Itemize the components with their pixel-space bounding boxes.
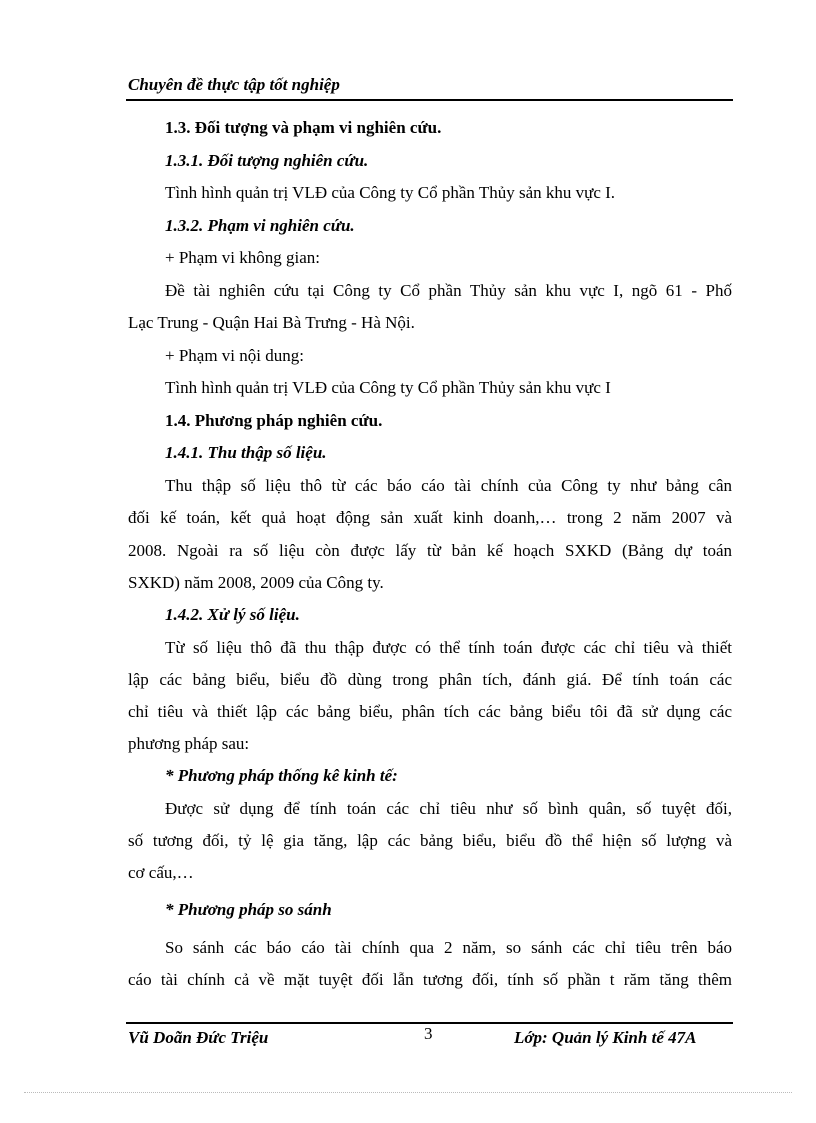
paragraph-line: phương pháp sau: [128,734,250,753]
paragraph-line: Từ số liệu thô đã thu thập được có thể tính toán được các chỉ tiêu và thiết [165,638,732,657]
paragraph-line: 2008. Ngoài ra số liệu còn được lấy từ bản kế hoạch SXKD (Bảng dự toán [128,541,732,560]
footer-class: Lớp: Quản lý Kinh tế 47A [514,1028,697,1047]
paragraph-line: lập các bảng biểu, biểu đồ dùng trong phân tích, đánh giá. Để tính toán các [128,670,732,689]
heading-1-3-1: 1.3.1. Đối tượng nghiên cứu. [165,151,369,170]
paragraph-line: Tình hình quản trị VLĐ của Công ty Cổ phần Thủy sản khu vực I. [165,183,616,202]
paragraph-line: Đề tài nghiên cứu tại Công ty Cổ phần Thủy sản khu vực I, ngõ 61 - Phố [165,281,732,300]
method-comparison-heading: * Phương pháp so sánh [165,900,332,919]
paragraph-line: cơ cấu,… [128,863,194,882]
paragraph-line: + Phạm vi nội dung: [165,346,304,365]
heading-1-3-2: 1.3.2. Phạm vi nghiên cứu. [165,216,355,235]
header-title: Chuyên đề thực tập tốt nghiệp [128,75,340,94]
paragraph-line: + Phạm vi không gian: [165,248,321,267]
heading-1-4-2: 1.4.2. Xử lý số liệu. [165,605,300,624]
heading-1-3: 1.3. Đối tượng và phạm vi nghiên cứu. [165,118,442,137]
paragraph-line: So sánh các báo cáo tài chính qua 2 năm, so sánh các chỉ tiêu trên báo [165,938,732,957]
paragraph-line: số tương đối, tỷ lệ gia tăng, lập các bảng biểu, biểu đồ thể hiện số lượng và [128,831,732,850]
method-statistics-heading: * Phương pháp thống kê kinh tế: [165,766,398,785]
paragraph-line: Tình hình quản trị VLĐ của Công ty Cổ phần Thủy sản khu vực I [165,378,611,397]
paragraph-line: Thu thập số liệu thô từ các báo cáo tài chính của Công ty như bảng cân [165,476,732,495]
heading-1-4-1: 1.4.1. Thu thập số liệu. [165,443,327,462]
paragraph-line: chỉ tiêu và thiết lập các bảng biểu, phân tích các bảng biểu tôi đã sử dụng các [128,702,732,721]
paragraph-line: cáo tài chính cả về mặt tuyệt đối lẫn tương đối, tính số phần t răm tăng thêm [128,970,732,989]
paragraph-line: Lạc Trung - Quận Hai Bà Trưng - Hà Nội. [128,313,415,332]
page-number: 3 [424,1024,433,1043]
paragraph-line: đối kế toán, kết quả hoạt động sản xuất kinh doanh,… trong 2 năm 2007 và [128,508,732,527]
footer-author: Vũ Doãn Đức Triệu [128,1028,269,1047]
paragraph-line: SXKD) năm 2008, 2009 của Công ty. [128,573,384,592]
heading-1-4: 1.4. Phương pháp nghiên cứu. [165,411,383,430]
page-bottom-border [24,1092,792,1093]
header-rule [126,99,733,101]
paragraph-line: Được sử dụng để tính toán các chỉ tiêu như số bình quân, số tuyệt đối, [165,799,732,818]
